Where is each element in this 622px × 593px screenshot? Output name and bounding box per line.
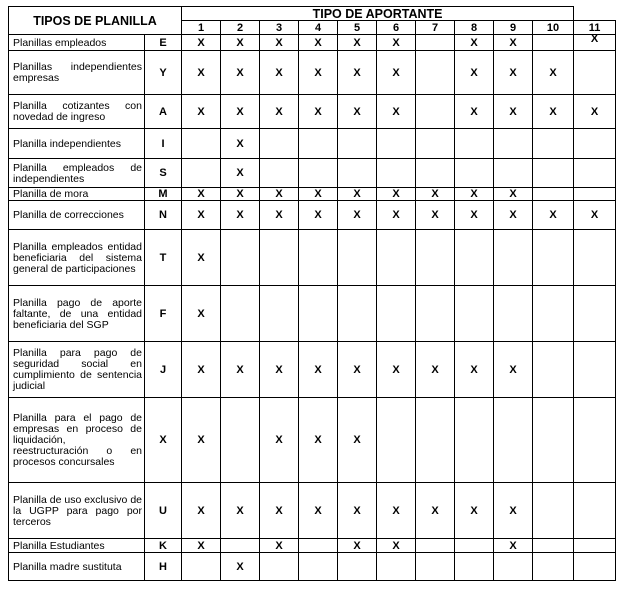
aportante-mark-cell: X — [182, 342, 221, 398]
aportante-mark-cell: X — [338, 188, 377, 201]
aportante-mark-cell — [574, 129, 616, 159]
aportante-mark-cell: X — [338, 398, 377, 483]
aportante-mark-cell — [377, 398, 416, 483]
aportante-mark-cell: X — [221, 35, 260, 51]
aportante-mark-cell: X — [533, 201, 574, 230]
table-row — [9, 95, 616, 129]
aportante-mark-cell: X — [338, 539, 377, 553]
column-number-header: 10 — [533, 21, 574, 35]
aportante-mark-cell: X — [182, 230, 221, 286]
aportante-mark-cell — [260, 553, 299, 581]
aportante-mark-cell — [574, 188, 616, 201]
aportante-mark-cell: X — [260, 342, 299, 398]
aportante-mark-cell — [455, 159, 494, 188]
aportante-mark-cell — [377, 159, 416, 188]
aportante-mark-cell — [455, 398, 494, 483]
planilla-code: H — [145, 553, 182, 581]
aportante-mark-cell: X — [182, 483, 221, 539]
aportante-mark-cell — [574, 286, 616, 342]
aportante-mark-cell: X — [494, 95, 533, 129]
aportante-mark-cell — [494, 398, 533, 483]
aportante-mark-cell: X — [221, 129, 260, 159]
column-number-header: 8 — [455, 21, 494, 35]
planilla-code: J — [145, 342, 182, 398]
aportante-mark-cell — [416, 51, 455, 95]
column-number-header: 5 — [338, 21, 377, 35]
aportante-mark-cell — [494, 159, 533, 188]
planilla-matrix-table — [8, 6, 616, 581]
aportante-mark-cell: X — [455, 201, 494, 230]
planilla-code: Y — [145, 51, 182, 95]
aportante-mark-cell — [377, 230, 416, 286]
aportante-mark-cell — [299, 539, 338, 553]
aportante-mark-cell: X — [533, 51, 574, 95]
aportante-mark-cell: X — [377, 483, 416, 539]
aportante-mark-cell: X — [299, 201, 338, 230]
planilla-code: X — [145, 398, 182, 483]
aportante-mark-cell — [455, 553, 494, 581]
column-number-header: 3 — [260, 21, 299, 35]
aportante-mark-cell: X — [221, 188, 260, 201]
aportante-mark-cell: X — [299, 35, 338, 51]
aportante-mark-cell — [338, 159, 377, 188]
aportante-mark-cell — [494, 286, 533, 342]
aportante-mark-cell — [455, 539, 494, 553]
aportante-mark-cell: X — [533, 95, 574, 129]
aportante-mark-cell: X — [221, 95, 260, 129]
table-row — [9, 342, 616, 398]
aportante-mark-cell: X — [494, 483, 533, 539]
aportante-mark-cell — [260, 159, 299, 188]
aportante-mark-cell — [416, 286, 455, 342]
aportante-mark-cell: X — [494, 201, 533, 230]
aportante-mark-cell: X — [182, 539, 221, 553]
planilla-code: A — [145, 95, 182, 129]
planilla-name: Planilla madre sustituta — [9, 553, 145, 581]
aportante-mark-cell — [416, 159, 455, 188]
aportante-mark-cell: X — [338, 483, 377, 539]
aportante-mark-cell: X — [416, 342, 455, 398]
aportante-mark-cell — [416, 553, 455, 581]
aportante-mark-cell: X — [455, 35, 494, 51]
aportante-mark-cell — [533, 188, 574, 201]
aportante-mark-cell — [377, 553, 416, 581]
aportante-mark-cell — [221, 398, 260, 483]
aportante-mark-cell — [574, 51, 616, 95]
aportante-mark-cell: X — [182, 35, 221, 51]
aportante-mark-cell — [533, 398, 574, 483]
aportante-mark-cell — [533, 539, 574, 553]
aportante-mark-cell: X — [299, 342, 338, 398]
aportante-mark-cell: X — [260, 201, 299, 230]
aportante-mark-cell — [533, 286, 574, 342]
planilla-code: T — [145, 230, 182, 286]
aportante-mark-cell — [182, 159, 221, 188]
aportante-mark-cell — [299, 159, 338, 188]
aportante-mark-cell — [299, 230, 338, 286]
aportante-mark-cell — [416, 230, 455, 286]
aportante-mark-cell — [574, 553, 616, 581]
planilla-name: Planilla para el pago de empresas en proceso de liquidación, reestructuración o en procesos concursales — [9, 398, 145, 483]
planilla-name: Planillas independientes empresas — [9, 51, 145, 95]
aportante-mark-cell — [455, 129, 494, 159]
aportante-mark-cell — [494, 553, 533, 581]
aportante-mark-cell: X — [260, 398, 299, 483]
aportante-mark-cell — [221, 230, 260, 286]
aportante-mark-cell: X — [494, 35, 533, 51]
table-row — [9, 51, 616, 95]
aportante-mark-cell: X — [416, 201, 455, 230]
aportante-mark-cell — [455, 230, 494, 286]
header-corner-blank — [574, 7, 616, 21]
planilla-name: Planilla de uso exclusivo de la UGPP para pago por terceros — [9, 483, 145, 539]
planilla-code: K — [145, 539, 182, 553]
aportante-mark-cell: X — [299, 398, 338, 483]
aportante-mark-cell: X — [455, 342, 494, 398]
aportante-mark-cell: X — [338, 95, 377, 129]
aportante-mark-cell: X — [574, 201, 616, 230]
aportante-mark-cell — [416, 398, 455, 483]
aportante-mark-cell: X — [574, 35, 616, 51]
aportante-mark-cell — [260, 129, 299, 159]
aportante-mark-cell — [574, 230, 616, 286]
aportante-mark-cell: X — [377, 201, 416, 230]
planilla-name: Planilla de correcciones — [9, 201, 145, 230]
table-row — [9, 230, 616, 286]
aportante-mark-cell — [494, 129, 533, 159]
table-row — [9, 201, 616, 230]
column-number-header: 9 — [494, 21, 533, 35]
aportante-mark-cell — [416, 35, 455, 51]
aportante-mark-cell — [574, 539, 616, 553]
aportante-mark-cell — [574, 483, 616, 539]
aportante-mark-cell — [574, 342, 616, 398]
planilla-code: S — [145, 159, 182, 188]
planilla-code: I — [145, 129, 182, 159]
aportante-mark-cell — [338, 129, 377, 159]
aportante-mark-cell — [338, 230, 377, 286]
aportante-mark-cell — [574, 159, 616, 188]
aportante-mark-cell: X — [182, 201, 221, 230]
aportante-mark-cell: X — [377, 95, 416, 129]
aportante-mark-cell: X — [377, 35, 416, 51]
tipos-planilla-header: TIPOS DE PLANILLA — [9, 7, 182, 35]
aportante-mark-cell: X — [221, 553, 260, 581]
aportante-mark-cell: X — [260, 51, 299, 95]
aportante-mark-cell: X — [182, 398, 221, 483]
aportante-mark-cell — [377, 286, 416, 342]
aportante-mark-cell: X — [182, 286, 221, 342]
aportante-mark-cell: X — [338, 51, 377, 95]
planilla-name: Planilla cotizantes con novedad de ingreso — [9, 95, 145, 129]
aportante-mark-cell — [494, 230, 533, 286]
planilla-name: Planillas empleados — [9, 35, 145, 51]
aportante-mark-cell — [533, 35, 574, 51]
aportante-mark-cell — [182, 553, 221, 581]
aportante-mark-cell: X — [182, 188, 221, 201]
table-row — [9, 159, 616, 188]
aportante-mark-cell: X — [494, 539, 533, 553]
aportante-mark-cell — [221, 286, 260, 342]
aportante-mark-cell: X — [182, 51, 221, 95]
aportante-mark-cell — [533, 159, 574, 188]
aportante-mark-cell: X — [260, 35, 299, 51]
aportante-mark-cell — [416, 539, 455, 553]
aportante-mark-cell — [299, 286, 338, 342]
aportante-mark-cell: X — [455, 95, 494, 129]
aportante-mark-cell: X — [182, 95, 221, 129]
planilla-code: F — [145, 286, 182, 342]
aportante-mark-cell — [182, 129, 221, 159]
table-row — [9, 35, 616, 51]
aportante-mark-cell — [533, 553, 574, 581]
aportante-mark-cell — [533, 483, 574, 539]
aportante-mark-cell: X — [221, 51, 260, 95]
planilla-code: E — [145, 35, 182, 51]
aportante-mark-cell: X — [299, 188, 338, 201]
aportante-mark-cell — [299, 553, 338, 581]
aportante-mark-cell: X — [338, 201, 377, 230]
planilla-name: Planilla pago de aporte faltante, de una entidad beneficiaria del SGP — [9, 286, 145, 342]
aportante-mark-cell — [338, 286, 377, 342]
aportante-mark-cell: X — [260, 483, 299, 539]
aportante-mark-cell: X — [299, 483, 338, 539]
aportante-mark-cell — [533, 342, 574, 398]
planilla-code: N — [145, 201, 182, 230]
aportante-mark-cell: X — [574, 95, 616, 129]
planilla-name: Planilla Estudiantes — [9, 539, 145, 553]
aportante-mark-cell: X — [260, 188, 299, 201]
planilla-code: U — [145, 483, 182, 539]
planilla-name: Planilla de mora — [9, 188, 145, 201]
aportante-mark-cell: X — [377, 51, 416, 95]
column-number-header: 4 — [299, 21, 338, 35]
aportante-mark-cell — [338, 553, 377, 581]
aportante-mark-cell: X — [221, 342, 260, 398]
aportante-mark-cell: X — [299, 51, 338, 95]
planilla-name: Planilla para pago de seguridad social en cumplimiento de sentencia judicial — [9, 342, 145, 398]
column-number-header: 1 — [182, 21, 221, 35]
column-number-header: 11 — [574, 21, 616, 35]
planilla-name: Planilla empleados entidad beneficiaria del sistema general de participaciones — [9, 230, 145, 286]
aportante-mark-cell: X — [377, 539, 416, 553]
aportante-mark-cell: X — [221, 201, 260, 230]
aportante-mark-cell — [299, 129, 338, 159]
aportante-mark-cell: X — [494, 342, 533, 398]
aportante-mark-cell: X — [455, 188, 494, 201]
aportante-mark-cell — [221, 539, 260, 553]
aportante-mark-cell — [416, 95, 455, 129]
planilla-code: M — [145, 188, 182, 201]
aportante-mark-cell: X — [377, 342, 416, 398]
table-row — [9, 129, 616, 159]
aportante-mark-cell: X — [338, 342, 377, 398]
column-number-header: 6 — [377, 21, 416, 35]
planilla-name: Planilla empleados de independientes — [9, 159, 145, 188]
aportante-mark-cell — [377, 129, 416, 159]
aportante-mark-cell — [416, 129, 455, 159]
aportante-mark-cell: X — [260, 95, 299, 129]
planilla-name: Planilla independientes — [9, 129, 145, 159]
tipo-aportante-header: TIPO DE APORTANTE — [182, 7, 574, 21]
aportante-mark-cell — [533, 230, 574, 286]
column-number-header: 7 — [416, 21, 455, 35]
aportante-mark-cell: X — [455, 483, 494, 539]
aportante-mark-cell: X — [221, 483, 260, 539]
table-row — [9, 539, 616, 553]
aportante-mark-cell: X — [455, 51, 494, 95]
aportante-mark-cell: X — [494, 188, 533, 201]
aportante-mark-cell — [260, 230, 299, 286]
aportante-mark-cell: X — [221, 159, 260, 188]
aportante-mark-cell — [574, 398, 616, 483]
table-row — [9, 398, 616, 483]
aportante-mark-cell: X — [299, 95, 338, 129]
aportante-mark-cell: X — [338, 35, 377, 51]
table-row — [9, 483, 616, 539]
table-row — [9, 188, 616, 201]
aportante-mark-cell — [533, 129, 574, 159]
aportante-mark-cell — [260, 286, 299, 342]
aportante-mark-cell: X — [416, 188, 455, 201]
planilla-table-wrapper — [8, 6, 616, 581]
table-row — [9, 553, 616, 581]
aportante-mark-cell: X — [416, 483, 455, 539]
aportante-mark-cell: X — [494, 51, 533, 95]
aportante-mark-cell — [455, 286, 494, 342]
aportante-mark-cell: X — [377, 188, 416, 201]
aportante-mark-cell: X — [260, 539, 299, 553]
table-row — [9, 286, 616, 342]
column-number-header: 2 — [221, 21, 260, 35]
